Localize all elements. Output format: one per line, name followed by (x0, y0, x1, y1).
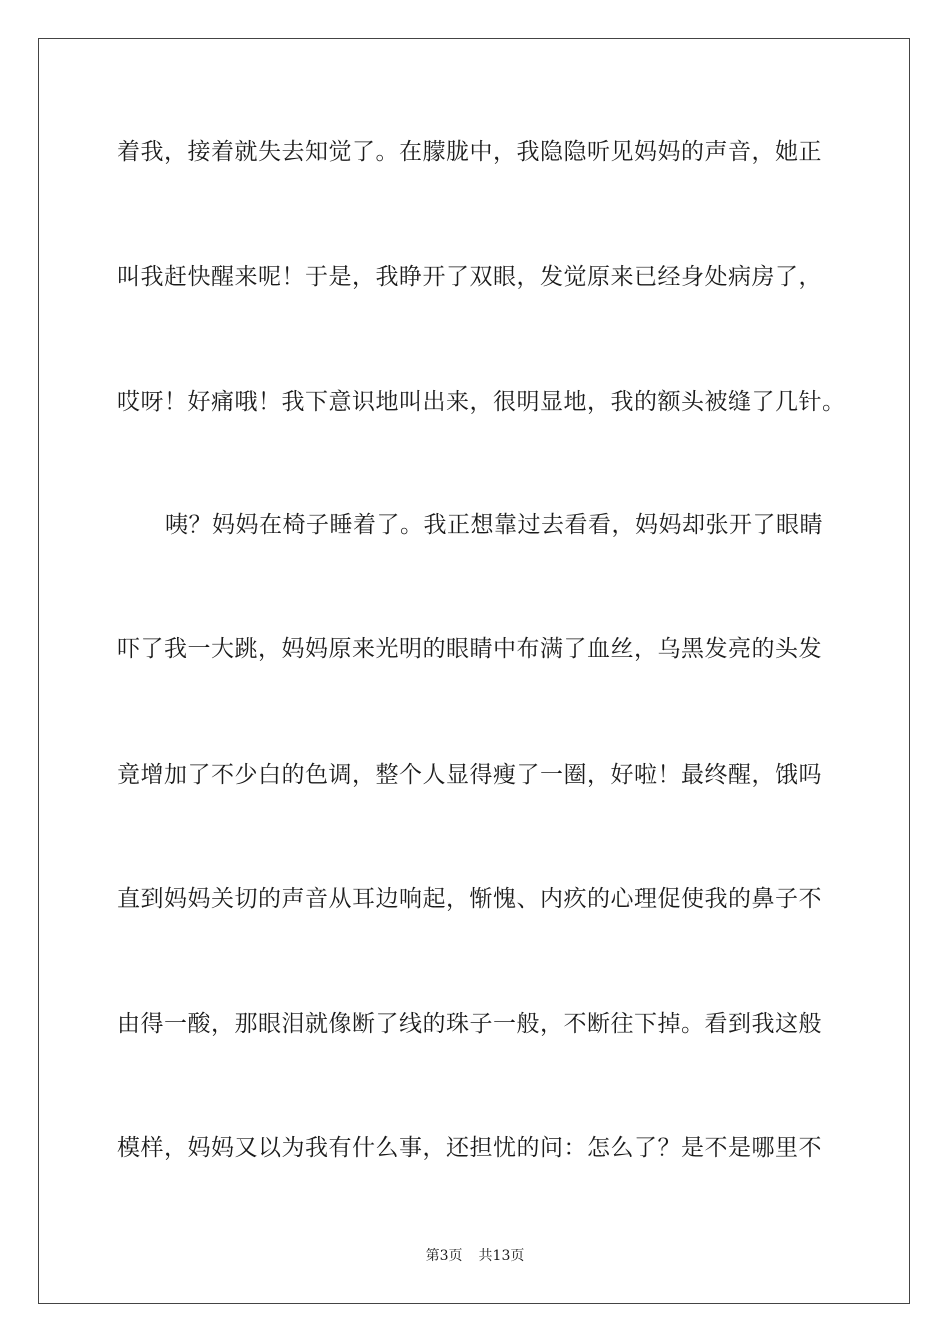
body-text-line: 着我，接着就失去知觉了。在朦胧中，我隐隐听见妈妈的声音，她正 (117, 139, 822, 165)
body-text-line: 由得一酸，那眼泪就像断了线的珠子一般，不断往下掉。看到我这般 (117, 1011, 822, 1037)
body-text-line: 咦？妈妈在椅子睡着了。我正想靠过去看看，妈妈却张开了眼睛 (165, 512, 823, 538)
page-frame (38, 38, 910, 1304)
body-text-line: 哎呀！好痛哦！我下意识地叫出来，很明显地，我的额头被缝了几针。 (117, 389, 846, 415)
page-number: 第3页 (425, 1248, 463, 1264)
body-text-line: 直到妈妈关切的声音从耳边响起，惭愧、内疚的心理促使我的鼻子不 (117, 886, 822, 912)
body-text-line: 模样，妈妈又以为我有什么事，还担忧的问：怎么了？是不是哪里不 (117, 1135, 822, 1161)
page-footer (0, 1245, 950, 1265)
body-text-line: 吓了我一大跳，妈妈原来光明的眼睛中布满了血丝，乌黑发亮的头发 (117, 636, 822, 662)
page-total: 共13页 (478, 1248, 525, 1264)
body-text-line: 竟增加了不少白的色调，整个人显得瘦了一圈，好啦！最终醒，饿吗 (117, 762, 822, 788)
body-text-line: 叫我赶快醒来呢！于是，我睁开了双眼，发觉原来已经身处病房了， (117, 264, 822, 290)
